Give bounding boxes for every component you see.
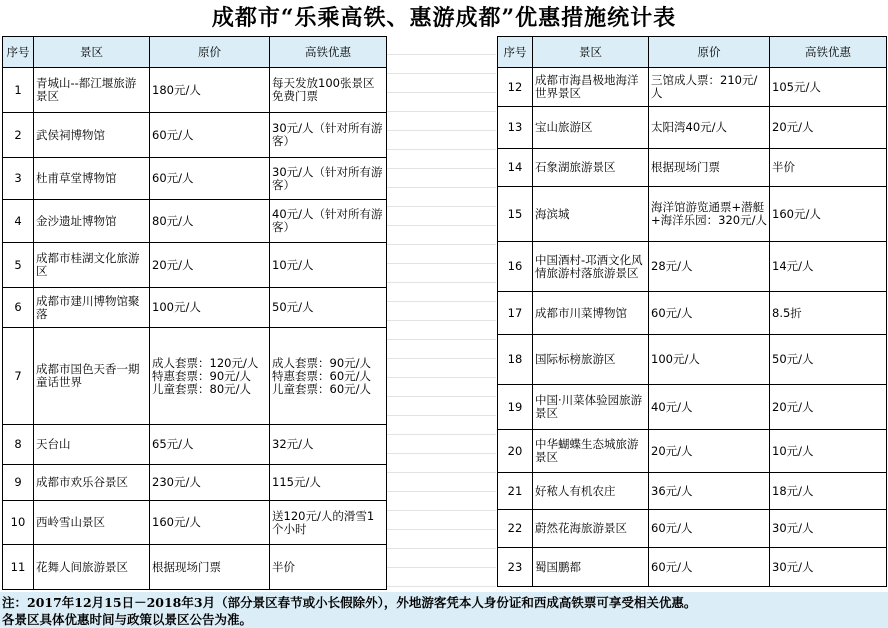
left-table	[2, 36, 387, 590]
cell-price: 160元/人	[150, 501, 270, 545]
cell-spot: 武侯祠博物馆	[34, 113, 150, 158]
table-row	[498, 292, 887, 335]
cell-spot: 青城山--都江堰旅游景区	[34, 68, 150, 113]
cell-discount: 半价	[270, 545, 387, 590]
cell-index: 21	[498, 473, 533, 510]
table-row	[498, 430, 887, 473]
table-row	[498, 68, 887, 107]
cell-price: 100元/人	[649, 335, 770, 385]
right-table	[497, 36, 887, 587]
cell-discount: 半价	[770, 149, 887, 187]
cell-discount: 30元/人（针对所有游客）	[270, 158, 387, 200]
cell-price: 230元/人	[150, 465, 270, 501]
table-row	[3, 425, 387, 465]
cell-index: 5	[3, 243, 34, 288]
cell-index: 22	[498, 510, 533, 548]
cell-price: 60元/人	[649, 510, 770, 548]
cell-discount: 50元/人	[270, 288, 387, 328]
cell-index: 14	[498, 149, 533, 187]
cell-discount: 20元/人	[770, 107, 887, 149]
cell-spot: 花舞人间旅游景区	[34, 545, 150, 590]
cell-discount: 30元/人	[770, 510, 887, 548]
page-title: 成都市“乐乘高铁、惠游成都”优惠措施统计表	[211, 5, 677, 31]
cell-index: 11	[3, 545, 34, 590]
table-row	[498, 187, 887, 242]
cell-index: 15	[498, 187, 533, 242]
spreadsheet-gap	[386, 36, 496, 592]
cell-index: 1	[3, 68, 34, 113]
table-row	[3, 68, 387, 113]
table-row	[3, 243, 387, 288]
cell-spot: 中国·川菜体验园旅游景区	[533, 385, 649, 430]
cell-discount: 送120元/人的滑雪1个小时	[270, 501, 387, 545]
footnote	[0, 592, 888, 628]
cell-discount: 115元/人	[270, 465, 387, 501]
cell-spot: 中国酒村-邛酒文化风情旅游村落旅游景区	[533, 242, 649, 292]
cell-index: 8	[3, 425, 34, 465]
cell-spot: 金沙遗址博物馆	[34, 200, 150, 243]
cell-spot: 宝山旅游区	[533, 107, 649, 149]
cell-discount: 105元/人	[770, 68, 887, 107]
table-row	[3, 288, 387, 328]
table-row	[498, 149, 887, 187]
cell-price: 60元/人	[649, 548, 770, 587]
cell-discount: 30元/人（针对所有游客）	[270, 113, 387, 158]
cell-index: 2	[3, 113, 34, 158]
footnote-line-1: 注：2017年12月15日－2018年3月（部分景区春节或小长假除外），外地游客凭本人身份证和西成高铁票可享受相关优惠。	[2, 595, 697, 610]
cell-spot: 成都市桂湖文化旅游区	[34, 243, 150, 288]
table-row	[3, 328, 387, 425]
cell-price: 20元/人	[150, 243, 270, 288]
table-row	[3, 465, 387, 501]
cell-spot: 好秾人有机农庄	[533, 473, 649, 510]
cell-price: 40元/人	[649, 385, 770, 430]
table-row	[498, 335, 887, 385]
cell-index: 9	[3, 465, 34, 501]
cell-price: 20元/人	[649, 430, 770, 473]
cell-spot: 成都市川菜博物馆	[533, 292, 649, 335]
header-discount: 高铁优惠	[270, 37, 387, 68]
cell-index: 12	[498, 68, 533, 107]
cell-discount: 30元/人	[770, 548, 887, 587]
cell-discount: 32元/人	[270, 425, 387, 465]
table-row	[3, 113, 387, 158]
cell-index: 3	[3, 158, 34, 200]
cell-price: 根据现场门票	[150, 545, 270, 590]
table-row	[3, 158, 387, 200]
header-price: 原价	[649, 37, 770, 68]
cell-spot: 蜀国鹏都	[533, 548, 649, 587]
cell-price: 36元/人	[649, 473, 770, 510]
table-row	[498, 107, 887, 149]
cell-spot: 蔚然花海旅游景区	[533, 510, 649, 548]
cell-price: 三馆成人票：210元/人	[649, 68, 770, 107]
cell-price: 60元/人	[150, 158, 270, 200]
cell-index: 6	[3, 288, 34, 328]
cell-discount: 8.5折	[770, 292, 887, 335]
header-index: 序号	[3, 37, 34, 68]
table-row	[498, 473, 887, 510]
table-row	[3, 501, 387, 545]
cell-spot: 海滨城	[533, 187, 649, 242]
cell-price: 28元/人	[649, 242, 770, 292]
cell-price: 太阳湾40元/人	[649, 107, 770, 149]
cell-spot: 中华蝴蝶生态城旅游景区	[533, 430, 649, 473]
table-row	[498, 548, 887, 587]
header-spot: 景区	[34, 37, 150, 68]
header-discount: 高铁优惠	[770, 37, 887, 68]
cell-spot: 成都市国色天香一期童话世界	[34, 328, 150, 425]
cell-discount: 成人套票：90元/人 特惠套票：60元/人 儿童套票：60元/人	[270, 328, 387, 425]
cell-discount: 160元/人	[770, 187, 887, 242]
footnote-line-2: 各景区具体优惠时间与政策以景区公告为准。	[2, 612, 253, 627]
cell-price: 180元/人	[150, 68, 270, 113]
header-price: 原价	[150, 37, 270, 68]
cell-discount: 50元/人	[770, 335, 887, 385]
cell-index: 17	[498, 292, 533, 335]
cell-price: 成人套票：120元/人 特惠套票：90元/人 儿童套票：80元/人	[150, 328, 270, 425]
cell-index: 7	[3, 328, 34, 425]
left-header-row	[3, 37, 387, 68]
right-header-row	[498, 37, 887, 68]
cell-spot: 杜甫草堂博物馆	[34, 158, 150, 200]
table-row	[3, 545, 387, 590]
cell-discount: 10元/人	[270, 243, 387, 288]
cell-spot: 石象湖旅游景区	[533, 149, 649, 187]
cell-spot: 成都市欢乐谷景区	[34, 465, 150, 501]
cell-index: 20	[498, 430, 533, 473]
cell-price: 80元/人	[150, 200, 270, 243]
cell-index: 4	[3, 200, 34, 243]
cell-discount: 10元/人	[770, 430, 887, 473]
cell-price: 根据现场门票	[649, 149, 770, 187]
table-row	[498, 242, 887, 292]
cell-index: 18	[498, 335, 533, 385]
header-spot: 景区	[533, 37, 649, 68]
cell-discount: 18元/人	[770, 473, 887, 510]
cell-price: 100元/人	[150, 288, 270, 328]
cell-price: 海洋馆游览通票+潜艇+海洋乐园：320元/人	[649, 187, 770, 242]
cell-discount: 14元/人	[770, 242, 887, 292]
cell-index: 23	[498, 548, 533, 587]
cell-price: 60元/人	[150, 113, 270, 158]
cell-spot: 成都市海昌极地海洋世界景区	[533, 68, 649, 107]
cell-index: 13	[498, 107, 533, 149]
cell-spot: 西岭雪山景区	[34, 501, 150, 545]
cell-index: 10	[3, 501, 34, 545]
cell-discount: 20元/人	[770, 385, 887, 430]
cell-discount: 40元/人（针对所有游客）	[270, 200, 387, 243]
header-index: 序号	[498, 37, 533, 68]
cell-price: 65元/人	[150, 425, 270, 465]
table-row	[3, 200, 387, 243]
cell-price: 60元/人	[649, 292, 770, 335]
cell-spot: 国际标榜旅游区	[533, 335, 649, 385]
cell-index: 19	[498, 385, 533, 430]
cell-index: 16	[498, 242, 533, 292]
table-row	[498, 510, 887, 548]
cell-spot: 天台山	[34, 425, 150, 465]
table-row	[498, 385, 887, 430]
cell-spot: 成都市建川博物馆聚落	[34, 288, 150, 328]
cell-discount: 每天发放100张景区免费门票	[270, 68, 387, 113]
